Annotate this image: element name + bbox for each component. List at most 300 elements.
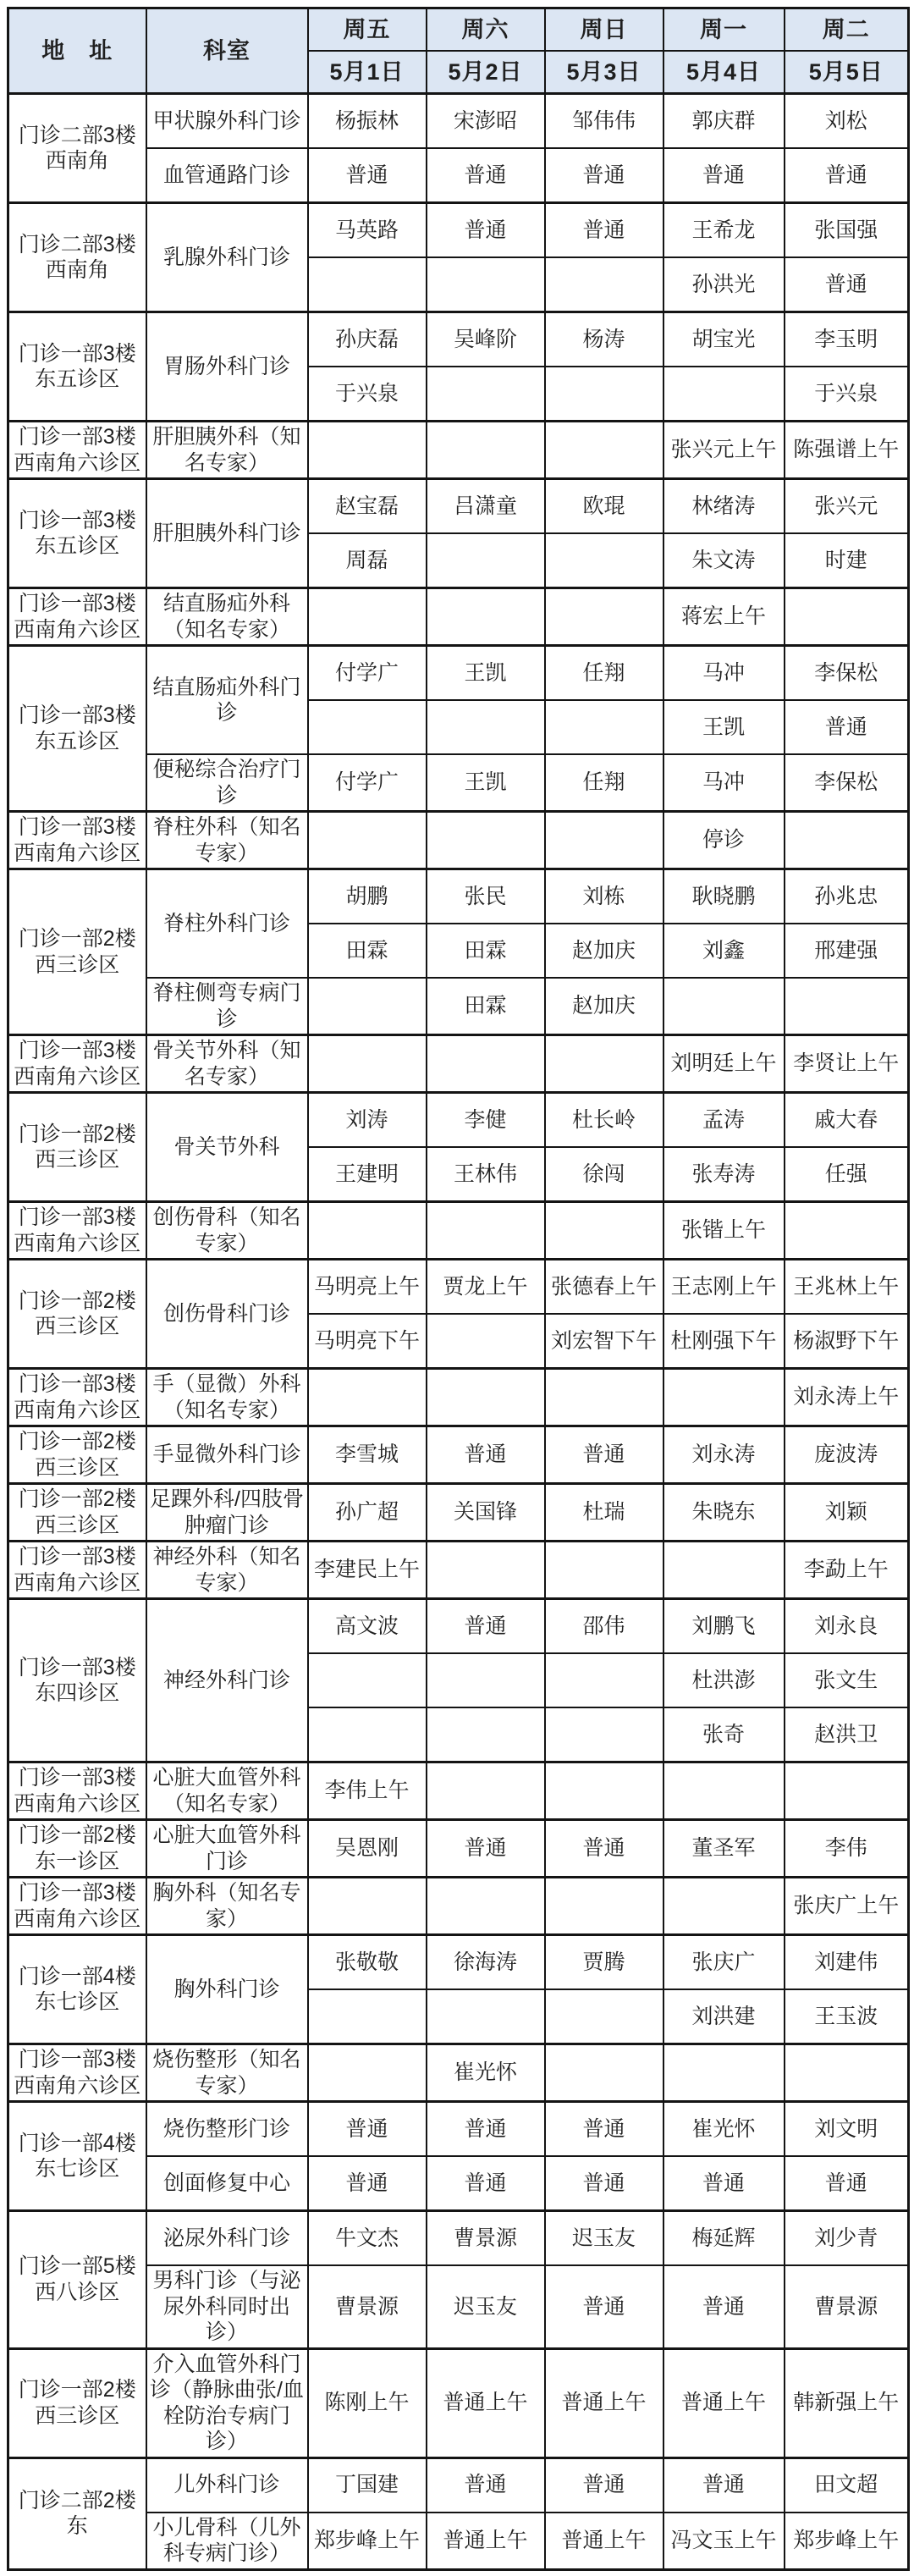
schedule-cell	[427, 700, 545, 754]
address-cell: 门诊一部3楼西南角六诊区	[8, 1202, 146, 1260]
schedule-cell: 赵宝磊	[308, 479, 427, 534]
schedule-cell: 普通	[663, 2156, 785, 2211]
department-cell: 脊柱侧弯专病门诊	[146, 978, 308, 1035]
schedule-cell	[785, 1762, 909, 1820]
schedule-cell: 曹景源	[785, 2265, 909, 2348]
department-cell: 烧伤整形门诊	[146, 2102, 308, 2157]
schedule-cell: 孙广超	[308, 1484, 427, 1542]
schedule-cell	[545, 367, 663, 422]
department-cell: 肝胆胰外科门诊	[146, 479, 308, 588]
address-cell: 门诊一部3楼东五诊区	[8, 312, 146, 422]
schedule-row	[8, 869, 909, 924]
schedule-row	[8, 1820, 909, 1878]
schedule-cell: 马明亮下午	[308, 1314, 427, 1369]
department-cell: 便秘综合治疗门诊	[146, 754, 308, 812]
department-cell: 胃肠外科门诊	[146, 312, 308, 422]
schedule-cell	[308, 588, 427, 646]
date-header-may3: 5月3日	[545, 51, 663, 94]
schedule-cell	[308, 422, 427, 479]
schedule-cell	[427, 1369, 545, 1426]
schedule-cell: 关国锋	[427, 1484, 545, 1542]
address-column-header: 地 址	[8, 8, 146, 94]
schedule-row	[8, 479, 909, 534]
schedule-cell: 王玉波	[785, 1989, 909, 2044]
schedule-cell: 徐海涛	[427, 1935, 545, 1990]
schedule-cell: 普通	[785, 257, 909, 312]
schedule-cell	[308, 1707, 427, 1762]
schedule-row	[8, 1484, 909, 1542]
department-column-header: 科室	[146, 8, 308, 94]
schedule-cell: 杜洪澎	[663, 1653, 785, 1707]
schedule-cell: 郑步峰上午	[308, 2513, 427, 2570]
schedule-cell: 李保松	[785, 754, 909, 812]
department-cell: 骨关节外科（知名专家）	[146, 1035, 308, 1093]
schedule-cell: 刘永良	[785, 1599, 909, 1654]
schedule-cell: 邹伟伟	[545, 94, 663, 149]
schedule-cell: 刘文明	[785, 2102, 909, 2157]
address-cell: 门诊一部3楼东五诊区	[8, 646, 146, 812]
schedule-cell	[427, 812, 545, 869]
schedule-cell	[785, 1202, 909, 1260]
schedule-cell: 刘永涛	[663, 1426, 785, 1484]
schedule-row	[8, 2211, 909, 2266]
department-cell: 神经外科（知名专家）	[146, 1542, 308, 1599]
department-cell: 神经外科门诊	[146, 1599, 308, 1762]
schedule-cell	[427, 367, 545, 422]
schedule-cell: 田霖	[308, 924, 427, 978]
address-cell: 门诊二部3楼西南角	[8, 203, 146, 312]
schedule-cell: 杨涛	[545, 312, 663, 367]
schedule-cell: 普通	[785, 148, 909, 203]
schedule-cell	[308, 812, 427, 869]
address-cell: 门诊一部2楼西三诊区	[8, 1426, 146, 1484]
address-cell: 门诊一部3楼西南角六诊区	[8, 812, 146, 869]
schedule-cell: 刘栋	[545, 869, 663, 924]
schedule-cell: 李勐上午	[785, 1542, 909, 1599]
schedule-cell: 邵伟	[545, 1599, 663, 1654]
schedule-cell: 王凯	[427, 646, 545, 701]
schedule-cell	[663, 367, 785, 422]
schedule-cell: 普通上午	[427, 2513, 545, 2570]
department-cell: 肝胆胰外科（知名专家）	[146, 422, 308, 479]
schedule-cell: 牛文杰	[308, 2211, 427, 2266]
schedule-cell: 蒋宏上午	[663, 588, 785, 646]
schedule-cell: 王林伟	[427, 1147, 545, 1202]
schedule-cell	[545, 1989, 663, 2044]
department-cell: 小儿骨科（儿外科专病门诊）	[146, 2513, 308, 2570]
department-cell: 骨关节外科	[146, 1093, 308, 1202]
schedule-cell: 普通	[427, 148, 545, 203]
schedule-cell	[308, 1989, 427, 2044]
schedule-cell	[308, 978, 427, 1035]
schedule-cell: 普通	[545, 203, 663, 258]
department-cell: 创面修复中心	[146, 2156, 308, 2211]
schedule-cell: 邢建强	[785, 924, 909, 978]
address-cell: 门诊一部3楼西南角六诊区	[8, 1035, 146, 1093]
department-cell: 烧伤整形（知名专家）	[146, 2044, 308, 2102]
address-cell: 门诊一部2楼西三诊区	[8, 1484, 146, 1542]
schedule-cell	[427, 1202, 545, 1260]
schedule-cell: 崔光怀	[663, 2102, 785, 2157]
schedule-cell	[663, 1878, 785, 1935]
schedule-row	[8, 2044, 909, 2102]
schedule-row	[8, 312, 909, 367]
department-cell: 甲状腺外科门诊	[146, 94, 308, 149]
schedule-cell: 停诊	[663, 812, 785, 869]
schedule-cell	[427, 1707, 545, 1762]
schedule-cell: 刘明廷上午	[663, 1035, 785, 1093]
schedule-cell: 刘宏智下午	[545, 1314, 663, 1369]
date-header-may4: 5月4日	[663, 51, 785, 94]
schedule-cell: 李雪城	[308, 1426, 427, 1484]
schedule-cell	[308, 1369, 427, 1426]
schedule-cell	[663, 1542, 785, 1599]
schedule-row	[8, 646, 909, 701]
schedule-cell	[545, 1878, 663, 1935]
schedule-cell: 张奇	[663, 1707, 785, 1762]
schedule-cell: 普通上午	[663, 2348, 785, 2457]
schedule-cell: 张锴上午	[663, 1202, 785, 1260]
schedule-cell: 张兴元	[785, 479, 909, 534]
schedule-cell: 朱文涛	[663, 533, 785, 588]
schedule-cell: 刘松	[785, 94, 909, 149]
schedule-cell: 崔光怀	[427, 2044, 545, 2102]
schedule-cell	[545, 1369, 663, 1426]
address-cell: 门诊一部3楼西南角六诊区	[8, 1542, 146, 1599]
address-cell: 门诊一部3楼西南角六诊区	[8, 1762, 146, 1820]
schedule-cell: 李贤让上午	[785, 1035, 909, 1093]
schedule-cell	[427, 1035, 545, 1093]
schedule-table-header	[8, 8, 909, 94]
weekday-header-tue: 周二	[785, 8, 909, 52]
address-cell: 门诊一部3楼西南角六诊区	[8, 1369, 146, 1426]
schedule-cell: 王兆林上午	[785, 1260, 909, 1315]
schedule-cell: 郭庆群	[663, 94, 785, 149]
schedule-row	[8, 1542, 909, 1599]
schedule-row	[8, 94, 909, 149]
schedule-row	[8, 2348, 909, 2457]
schedule-cell: 梅延辉	[663, 2211, 785, 2266]
schedule-cell: 普通	[545, 1426, 663, 1484]
schedule-cell: 普通	[427, 2102, 545, 2157]
schedule-cell: 刘永涛上午	[785, 1369, 909, 1426]
address-cell: 门诊一部2楼东一诊区	[8, 1820, 146, 1878]
schedule-row	[8, 1260, 909, 1315]
schedule-cell	[545, 1202, 663, 1260]
schedule-cell: 杜长岭	[545, 1093, 663, 1148]
schedule-cell	[663, 1369, 785, 1426]
schedule-cell	[663, 1762, 785, 1820]
department-cell: 创伤骨科门诊	[146, 1260, 308, 1369]
schedule-cell: 普通上午	[545, 2348, 663, 2457]
schedule-cell: 付学广	[308, 754, 427, 812]
schedule-row	[8, 2457, 909, 2513]
schedule-cell: 张兴元上午	[663, 422, 785, 479]
schedule-cell: 王凯	[663, 700, 785, 754]
schedule-row	[8, 1426, 909, 1484]
address-cell: 门诊一部2楼西三诊区	[8, 2348, 146, 2457]
schedule-cell: 普通	[545, 2265, 663, 2348]
schedule-row	[8, 1202, 909, 1260]
schedule-cell: 迟玉友	[545, 2211, 663, 2266]
schedule-cell: 李建民上午	[308, 1542, 427, 1599]
department-cell: 心脏大血管外科（知名专家）	[146, 1762, 308, 1820]
address-cell: 门诊一部3楼西南角六诊区	[8, 1878, 146, 1935]
schedule-table-body	[8, 94, 909, 2570]
schedule-cell	[427, 1989, 545, 2044]
schedule-cell	[545, 1035, 663, 1093]
schedule-cell: 普通上午	[427, 2348, 545, 2457]
schedule-cell: 王建明	[308, 1147, 427, 1202]
schedule-cell: 庞波涛	[785, 1426, 909, 1484]
schedule-cell: 普通	[663, 2457, 785, 2513]
schedule-cell: 张文生	[785, 1653, 909, 1707]
date-header-may2: 5月2日	[427, 51, 545, 94]
schedule-cell: 张民	[427, 869, 545, 924]
schedule-row	[8, 1935, 909, 1990]
schedule-row	[8, 1878, 909, 1935]
schedule-cell: 普通	[427, 2457, 545, 2513]
schedule-cell: 任强	[785, 1147, 909, 1202]
schedule-cell: 杜瑞	[545, 1484, 663, 1542]
schedule-cell: 赵加庆	[545, 978, 663, 1035]
schedule-cell: 欧琨	[545, 479, 663, 534]
schedule-cell: 王希龙	[663, 203, 785, 258]
weekday-header-fri: 周五	[308, 8, 427, 52]
schedule-cell: 刘洪建	[663, 1989, 785, 2044]
schedule-cell: 刘涛	[308, 1093, 427, 1148]
department-cell: 儿外科门诊	[146, 2457, 308, 2513]
schedule-cell: 刘鹏飞	[663, 1599, 785, 1654]
schedule-cell: 普通	[427, 1599, 545, 1654]
schedule-cell: 普通	[545, 2102, 663, 2157]
department-cell: 心脏大血管外科门诊	[146, 1820, 308, 1878]
schedule-cell: 丁国建	[308, 2457, 427, 2513]
schedule-cell: 朱晓东	[663, 1484, 785, 1542]
schedule-cell: 胡宝光	[663, 312, 785, 367]
schedule-cell: 周磊	[308, 533, 427, 588]
schedule-cell: 赵加庆	[545, 924, 663, 978]
schedule-cell: 耿晓鹏	[663, 869, 785, 924]
schedule-cell: 冯文玉上午	[663, 2513, 785, 2570]
schedule-cell: 田霖	[427, 924, 545, 978]
schedule-cell: 田霖	[427, 978, 545, 1035]
schedule-row	[8, 1093, 909, 1148]
schedule-cell: 普通	[545, 1820, 663, 1878]
schedule-cell: 刘颖	[785, 1484, 909, 1542]
address-cell: 门诊一部2楼西三诊区	[8, 869, 146, 1035]
schedule-row	[8, 2102, 909, 2157]
schedule-cell: 普通	[427, 2156, 545, 2211]
schedule-cell	[663, 2044, 785, 2102]
schedule-cell: 迟玉友	[427, 2265, 545, 2348]
schedule-cell: 吕潇童	[427, 479, 545, 534]
schedule-cell: 于兴泉	[785, 367, 909, 422]
schedule-cell: 吴恩刚	[308, 1820, 427, 1878]
schedule-cell: 普通	[545, 2156, 663, 2211]
schedule-cell: 李健	[427, 1093, 545, 1148]
schedule-cell: 王志刚上午	[663, 1260, 785, 1315]
department-cell: 脊柱外科门诊	[146, 869, 308, 979]
schedule-cell: 张庆广上午	[785, 1878, 909, 1935]
schedule-row	[8, 203, 909, 258]
schedule-cell	[545, 2044, 663, 2102]
schedule-cell: 孟涛	[663, 1093, 785, 1148]
schedule-cell	[545, 1762, 663, 1820]
schedule-cell: 普通	[427, 1820, 545, 1878]
schedule-cell: 杨淑野下午	[785, 1314, 909, 1369]
schedule-cell	[545, 588, 663, 646]
department-cell: 结直肠疝外科（知名专家）	[146, 588, 308, 646]
schedule-cell: 张德春上午	[545, 1260, 663, 1315]
schedule-cell	[427, 533, 545, 588]
schedule-cell: 孙洪光	[663, 257, 785, 312]
schedule-cell: 李伟	[785, 1820, 909, 1878]
schedule-cell	[308, 1878, 427, 1935]
schedule-cell: 任翔	[545, 754, 663, 812]
schedule-cell: 王凯	[427, 754, 545, 812]
department-cell: 泌尿外科门诊	[146, 2211, 308, 2266]
schedule-cell	[308, 700, 427, 754]
schedule-cell	[427, 1542, 545, 1599]
schedule-cell: 于兴泉	[308, 367, 427, 422]
schedule-cell	[545, 1542, 663, 1599]
schedule-cell: 贾龙上午	[427, 1260, 545, 1315]
department-cell: 介入血管外科门诊（静脉曲张/血栓防治专病门诊）	[146, 2348, 308, 2457]
department-cell: 乳腺外科门诊	[146, 203, 308, 312]
schedule-row	[8, 812, 909, 869]
weekday-header-sun: 周日	[545, 8, 663, 52]
address-cell: 门诊一部2楼西三诊区	[8, 1260, 146, 1369]
schedule-cell	[427, 1878, 545, 1935]
schedule-cell	[308, 1202, 427, 1260]
schedule-cell	[545, 533, 663, 588]
schedule-cell	[427, 1314, 545, 1369]
schedule-cell: 付学广	[308, 646, 427, 701]
schedule-cell: 刘建伟	[785, 1935, 909, 1990]
department-cell: 手显微外科门诊	[146, 1426, 308, 1484]
schedule-cell: 曹景源	[427, 2211, 545, 2266]
schedule-cell: 普通	[545, 2457, 663, 2513]
schedule-cell: 马英路	[308, 203, 427, 258]
schedule-cell: 杜刚强下午	[663, 1314, 785, 1369]
schedule-cell	[308, 1035, 427, 1093]
schedule-cell: 胡鹏	[308, 869, 427, 924]
date-header-may1: 5月1日	[308, 51, 427, 94]
schedule-cell	[308, 2044, 427, 2102]
schedule-cell: 张寿涛	[663, 1147, 785, 1202]
schedule-row	[8, 1762, 909, 1820]
schedule-cell	[663, 978, 785, 1035]
schedule-cell	[545, 422, 663, 479]
schedule-cell	[785, 812, 909, 869]
schedule-cell: 任翔	[545, 646, 663, 701]
schedule-cell: 马冲	[663, 754, 785, 812]
schedule-table	[7, 7, 910, 2571]
schedule-row	[8, 1369, 909, 1426]
schedule-cell	[308, 1653, 427, 1707]
schedule-cell: 宋澎昭	[427, 94, 545, 149]
schedule-cell: 普通	[427, 1426, 545, 1484]
schedule-cell: 普通	[663, 148, 785, 203]
department-cell: 胸外科（知名专家）	[146, 1878, 308, 1935]
schedule-cell	[427, 1653, 545, 1707]
schedule-cell: 吴峰阶	[427, 312, 545, 367]
schedule-cell	[427, 588, 545, 646]
schedule-cell: 郑步峰上午	[785, 2513, 909, 2570]
weekday-header-mon: 周一	[663, 8, 785, 52]
address-cell: 门诊二部2楼东	[8, 2457, 146, 2569]
schedule-cell: 李玉明	[785, 312, 909, 367]
department-cell: 血管通路门诊	[146, 148, 308, 203]
schedule-cell: 孙兆忠	[785, 869, 909, 924]
schedule-cell: 田文超	[785, 2457, 909, 2513]
schedule-cell: 刘少青	[785, 2211, 909, 2266]
schedule-cell: 赵洪卫	[785, 1707, 909, 1762]
schedule-cell	[785, 2044, 909, 2102]
schedule-cell: 孙庆磊	[308, 312, 427, 367]
date-header-may5: 5月5日	[785, 51, 909, 94]
schedule-cell: 戚大春	[785, 1093, 909, 1148]
schedule-cell: 韩新强上午	[785, 2348, 909, 2457]
address-cell: 门诊一部2楼西三诊区	[8, 1093, 146, 1202]
schedule-cell: 董圣军	[663, 1820, 785, 1878]
schedule-cell: 普通	[427, 203, 545, 258]
schedule-cell: 刘鑫	[663, 924, 785, 978]
schedule-cell: 徐闯	[545, 1147, 663, 1202]
department-cell: 结直肠疝外科门诊	[146, 646, 308, 755]
schedule-cell	[785, 588, 909, 646]
schedule-cell	[545, 700, 663, 754]
address-cell: 门诊一部4楼东七诊区	[8, 1935, 146, 2044]
schedule-cell: 曹景源	[308, 2265, 427, 2348]
schedule-cell	[545, 1653, 663, 1707]
schedule-row	[8, 588, 909, 646]
schedule-cell	[545, 1707, 663, 1762]
schedule-cell	[427, 422, 545, 479]
schedule-cell: 杨振林	[308, 94, 427, 149]
schedule-cell: 张国强	[785, 203, 909, 258]
schedule-cell: 陈刚上午	[308, 2348, 427, 2457]
address-cell: 门诊一部5楼西八诊区	[8, 2211, 146, 2349]
schedule-cell: 普通上午	[545, 2513, 663, 2570]
schedule-cell	[785, 978, 909, 1035]
schedule-cell: 张庆广	[663, 1935, 785, 1990]
schedule-row	[8, 1035, 909, 1093]
address-cell: 门诊一部3楼西南角六诊区	[8, 2044, 146, 2102]
department-cell: 手（显微）外科（知名专家）	[146, 1369, 308, 1426]
address-cell: 门诊一部3楼西南角六诊区	[8, 588, 146, 646]
department-cell: 脊柱外科（知名专家）	[146, 812, 308, 869]
department-cell: 胸外科门诊	[146, 1935, 308, 2044]
address-cell: 门诊一部3楼东四诊区	[8, 1599, 146, 1762]
schedule-cell	[427, 1762, 545, 1820]
schedule-cell: 张敬敬	[308, 1935, 427, 1990]
schedule-cell: 普通	[308, 2156, 427, 2211]
schedule-cell: 李伟上午	[308, 1762, 427, 1820]
department-cell: 创伤骨科（知名专家）	[146, 1202, 308, 1260]
schedule-cell	[308, 257, 427, 312]
schedule-cell: 普通	[663, 2265, 785, 2348]
schedule-row	[8, 422, 909, 479]
schedule-cell: 时建	[785, 533, 909, 588]
schedule-cell: 普通	[308, 2102, 427, 2157]
address-cell: 门诊一部4楼东七诊区	[8, 2102, 146, 2211]
schedule-cell	[545, 257, 663, 312]
schedule-cell: 马明亮上午	[308, 1260, 427, 1315]
schedule-cell: 贾腾	[545, 1935, 663, 1990]
schedule-cell: 高文波	[308, 1599, 427, 1654]
